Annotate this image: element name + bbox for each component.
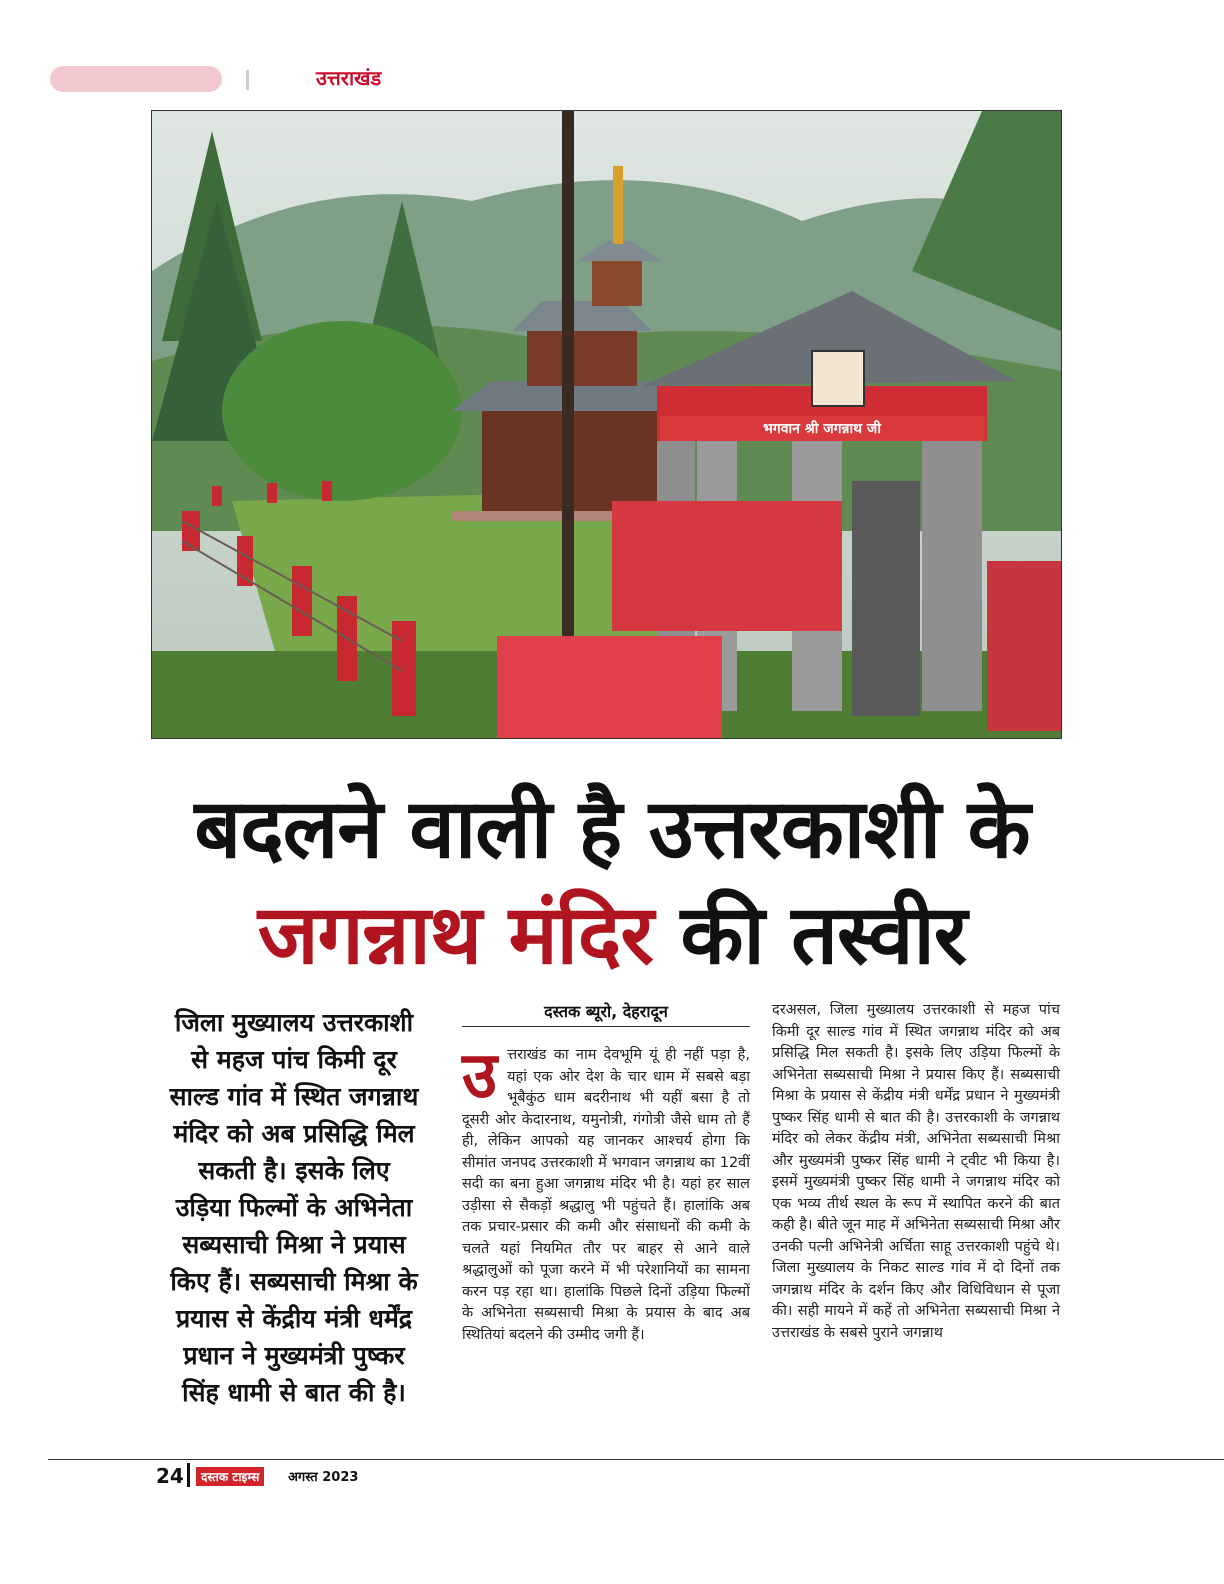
footer-divider (187, 1463, 190, 1487)
headline-highlight: जगन्नाथ मंदिर (257, 888, 653, 983)
article-column-1 (462, 1039, 750, 1346)
section-label: उत्तराखंड (316, 66, 382, 90)
header-separator (246, 70, 249, 90)
header-pill (50, 66, 222, 92)
headline-line-1: बदलने वाली है उत्तरकाशी के (194, 782, 1030, 877)
issue-date: अगस्त 2023 (288, 1470, 359, 1485)
article-column-2: दरअसल, जिला मुख्यालय उत्तरकाशी से महज पांच किमी दूर साल्ड गांव में स्थित जगन्नाथ मंदिर को अब प्रसिद्धि मिल सकती है। इसके लिए उड़िया फिल्मों के अभिनेता सब्यसाची मिश्रा ने प्रयास किए हैं। सब्यसाची मिश्रा के प्रयास से केंद्रीय मंत्री धर्मेंद्र प्रधान ने मुख्यमंत्री पुष्कर सिंह धामी से बात की है। उत्तरकाशी के जगन्नाथ मंदिर को लेकर केंद्रीय मंत्री, अभिनेता सब्यसाची मिश्रा और मुख्यमंत्री पुष्कर सिंह धामी ने ट्वीट भी किया है। इसमें मुख्यमंत्री पुष्कर सिंह धामी ने जगन्नाथ मंदिर को एक भव्य तीर्थ स्थल के रूप में स्थापित करने की बात कही है। बीते जून माह में अभिनेता सब्यसाची मिश्रा और उनकी पत्नी अभिनेत्री अर्चिता साहू उत्तरकाशी पहुंचे थे। जिला मुख्यालय के निकट साल्ड गांव में दो दिनों तक जगन्नाथ मंदिर के दर्शन किए और विधिविधान से पूजा की। सही मायने में कहें तो अभिनेता सब्यसाची मिश्रा ने उत्तराखंड के सबसे पुराने जगन्नाथ (772, 1002, 1060, 1341)
headline-line-2 (0, 876, 1224, 988)
headline-rest: की तस्वीर (652, 888, 967, 983)
pull-quote: जिला मुख्यालय उत्तरकाशी से महज पांच किमी दूर साल्ड गांव में स्थित जगन्नाथ मंदिर को अब प्रसिद्धि मिल सकती है। इसके लिए उड़िया फिल्मों के अभिनेता सब्यसाची मिश्रा ने प्रयास किए हैं। सब्यसाची मिश्रा के प्रयास से केंद्रीय मंत्री धर्मेंद्र प्रधान ने मुख्यमंत्री पुष्कर सिंह धामी से बात की है। (169, 1008, 419, 1407)
gate-sign: भगवान श्री जगन्नाथ जी (763, 421, 881, 437)
page-number: 24 (156, 1464, 184, 1488)
drop-cap: उ (462, 1039, 498, 1113)
article-column-1-text: त्तराखंड का नाम देवभूमि यूं ही नहीं पड़ा है, यहां एक ओर देश के चार धाम में सबसे बड़ा भूबैकुंठ धाम बदरीनाथ भी यहीं बसा है तो दूसरी ओर केदारनाथ, यमुनोत्री, गंगोत्री जैसे धाम तो हैं ही, लेकिन आपको यह जानकर आश्चर्य होगा कि सीमांत जनपद उत्तरकाशी में भगवान जगन्नाथ का 12वीं सदी का बना हुआ जगन्नाथ मंदिर भी है। यहां हर साल उड़ीसा से सैकड़ों श्रद्धालु भी पहुंचते हैं। हालांकि अब तक प्रचार-प्रसार की कमी और संसाधनों की कमी के चलते यहां नियमित तौर पर बाहर से आने वाले श्रद्धालुओं को पूजा करने में भी परेशानियों का सामना करन पड़ रहा था। हालांकि पिछले दिनों उड़िया फिल्मों के अभिनेता सब्यसाची मिश्रा के प्रयास के बाद अब स्थितियां बदलने की उम्मीद जगी हैं। (462, 1047, 750, 1343)
footer-rule (48, 1459, 1224, 1460)
magazine-logo: दस्तक टाइम्स (196, 1467, 264, 1486)
temple-photo (151, 110, 1062, 739)
byline: दस्तक ब्यूरो, देहरादून (462, 1000, 750, 1027)
